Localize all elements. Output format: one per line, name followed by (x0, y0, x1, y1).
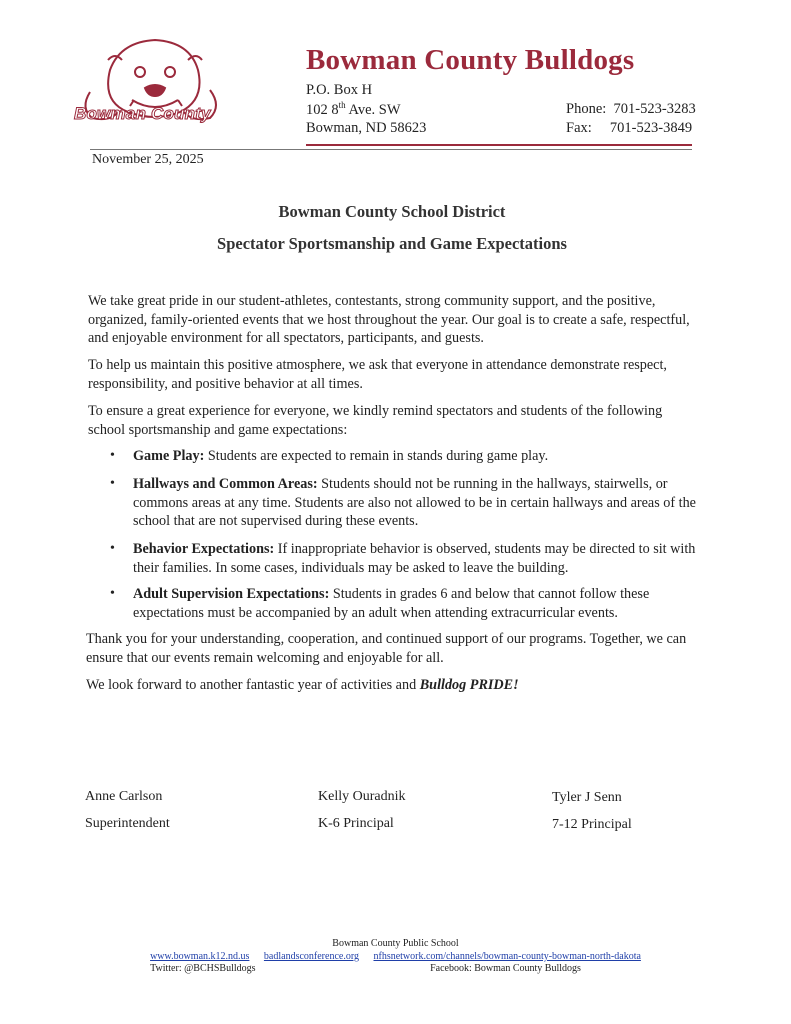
address-street: 102 8th Ave. SW (306, 100, 401, 118)
signature-title: Superintendent (85, 816, 170, 831)
bullet-adult-supervision: Adult Supervision Expectations: Students in grades 6 and below that cannot follow these expectations must be accompanied by an adult when attending extracurricular events. (133, 586, 650, 621)
reminder-paragraph: To ensure a great experience for everyone, we kindly remind spectators and students of the following school sportsmanship and game expectations: (88, 403, 663, 438)
closing-line: We look forward to another fantastic year of activities and Bulldog PRIDE! (86, 677, 519, 693)
address-city: Bowman, ND 58623 (306, 120, 427, 136)
bullet-marker: • (110, 541, 115, 556)
footer-facebook: Facebook: Bowman County Bulldogs (430, 963, 581, 974)
signature-title: K-6 Principal (318, 816, 394, 831)
footer-links (0, 951, 791, 962)
intro-paragraph: We take great pride in our student-athletes, contestants, strong community support, and the positive, organized, family-oriented events that we host throughout the year. Our goal is to create a safe, respectful, and enjoyable environment for all spectators, participants, and guests. (88, 293, 690, 346)
thanks-paragraph: Thank you for your understanding, cooperation, and continued support of our programs. Together, we can ensure that our events remain welcoming and enjoyable for all. (86, 631, 687, 666)
footer-twitter: Twitter: @BCHSBulldogs (150, 963, 256, 974)
phone-line: Phone: 701-523-3283 (566, 101, 696, 117)
atmosphere-paragraph: To help us maintain this positive atmosphere, we ask that everyone in attendance demonstrate respect, responsibility, and positive behavior at all times. (88, 357, 667, 392)
signature-name: Kelly Ouradnik (318, 789, 406, 804)
footer-link-website[interactable]: www.bowman.k12.nd.us (150, 951, 250, 962)
bullet-marker: • (110, 448, 115, 463)
bullet-marker: • (110, 586, 115, 601)
address-po-box: P.O. Box H (306, 82, 373, 98)
signature-name: Anne Carlson (85, 789, 163, 804)
letter-subject: Spectator Sportsmanship and Game Expectations (217, 234, 567, 253)
bullet-game-play: Game Play: Students are expected to remain in stands during game play. (133, 448, 549, 464)
signature-title: 7-12 Principal (552, 817, 632, 832)
bullet-marker: • (110, 476, 115, 491)
signature-name: Tyler J Senn (552, 790, 622, 805)
header-divider (306, 144, 692, 146)
district-heading: Bowman County School District (278, 202, 506, 221)
school-title: Bowman County Bulldogs (306, 44, 635, 76)
logo-text: Bowman County (74, 104, 211, 123)
bullet-behavior: Behavior Expectations: If inappropriate behavior is observed, students may be directed to sit with their families. In some cases, individuals may be asked to leave the building. (133, 541, 696, 576)
footer-social (0, 963, 791, 974)
footer-org: Bowman County Public School (332, 938, 459, 949)
fax-line: Fax: 701-523-3849 (566, 120, 693, 136)
letter-date: November 25, 2025 (92, 152, 204, 167)
footer-link-conference[interactable]: badlandsconference.org (263, 951, 359, 962)
bullet-hallways: Hallways and Common Areas: Students should not be running in the hallways, stairwells, or commons areas at any time. Students are also not allowed to be in certain hallways and areas of the school that are not supervised during these events. (133, 476, 696, 529)
header-divider-thin (90, 149, 692, 150)
footer-link-nfhs[interactable]: nfhsnetwork.com/channels/bowman-county-bowman-north-dakota (373, 951, 641, 962)
